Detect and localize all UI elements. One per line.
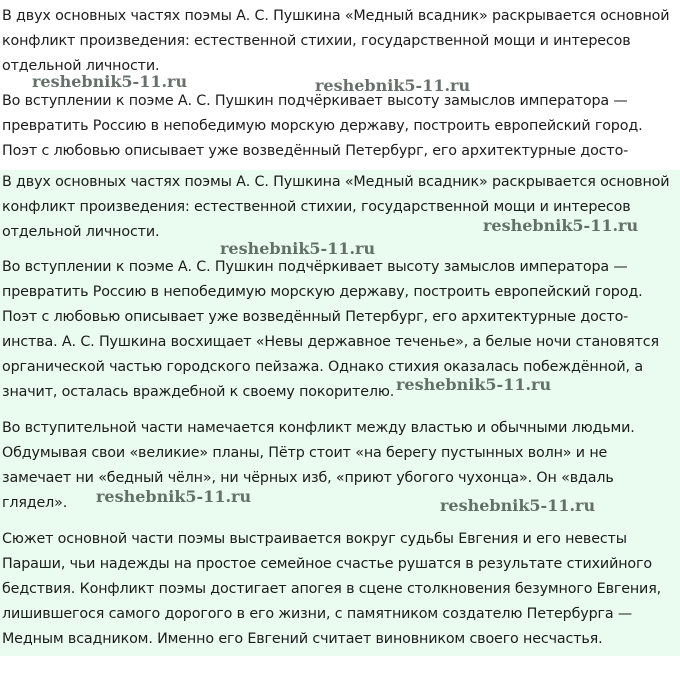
main-text-block xyxy=(0,170,680,656)
watermark-text: reshebnik5-11.ru xyxy=(315,76,471,95)
text-line: отдельной личности. xyxy=(2,224,160,240)
text-line: конфликт произведения: естественной стихии, государственной мощи и интересов xyxy=(2,33,631,49)
text-line: превратить Россию в непобедимую морскую державу, построить европейский город. xyxy=(2,284,643,300)
text-line: В двух основных частях поэмы А. С. Пушкина «Медный всадник» раскрывается основной xyxy=(2,8,670,24)
top-text-excerpt xyxy=(0,0,680,170)
text-line: Во вступительной части намечается конфликт между властью и обычными людьми. xyxy=(2,420,635,436)
text-line: значит, осталась враждебной к своему покорителю. xyxy=(2,384,395,400)
text-line: Поэт с любовью описывает уже возведённый Петербург, его архитектурные досто- xyxy=(2,309,629,325)
watermark-text: reshebnik5-11.ru xyxy=(396,375,552,394)
text-line: отдельной личности. xyxy=(2,58,160,74)
watermark-text: reshebnik5-11.ru xyxy=(483,216,639,235)
text-line: В двух основных частях поэмы А. С. Пушкина «Медный всадник» раскрывается основной xyxy=(2,174,670,190)
text-line: Медным всадником. Именно его Евгений считает виновником своего несчастья. xyxy=(2,631,603,647)
text-line: конфликт произведения: естественной стихии, государственной мощи и интересов xyxy=(2,199,631,215)
text-line: Обдумывая свои «великие» планы, Пётр стоит «на берегу пустынных волн» и не xyxy=(2,445,608,461)
text-line: Сюжет основной части поэмы выстраивается вокруг судьбы Евгения и его невесты xyxy=(2,531,627,547)
text-line: органической частью городского пейзажа. Однако стихия оказалась побеждённой, а xyxy=(2,359,643,375)
text-line: превратить Россию в непобедимую морскую державу, построить европейский город. xyxy=(2,118,643,134)
text-line: глядел». xyxy=(2,495,68,511)
text-line: бедствия. Конфликт поэмы достигает апогея в сцене столкновения безумного Евгения, xyxy=(2,581,662,597)
text-line: замечает ни «бедный чёлн», ни чёрных изб, «приют убогого чухонца». Он «вдаль xyxy=(2,470,614,486)
watermark-text: reshebnik5-11.ru xyxy=(32,72,188,91)
text-line: Во вступлении к поэме А. С. Пушкин подчёркивает высоту замыслов императора — xyxy=(2,259,628,275)
watermark-text: reshebnik5-11.ru xyxy=(96,487,252,506)
text-line: Поэт с любовью описывает уже возведённый Петербург, его архитектурные досто- xyxy=(2,143,629,159)
watermark-text: reshebnik5-11.ru xyxy=(440,496,596,515)
text-line: Во вступлении к поэме А. С. Пушкин подчёркивает высоту замыслов императора — xyxy=(2,93,628,109)
text-line: инства. А. С. Пушкина восхищает «Невы державное теченье», а белые ночи становятся xyxy=(2,334,659,350)
text-line: лишившегося самого дорогого в его жизни, с памятником создателю Петербурга — xyxy=(2,606,633,622)
text-line: Параши, чьи надежды на простое семейное счастье рушатся в результате стихийного xyxy=(2,556,652,572)
watermark-text: reshebnik5-11.ru xyxy=(220,239,376,258)
